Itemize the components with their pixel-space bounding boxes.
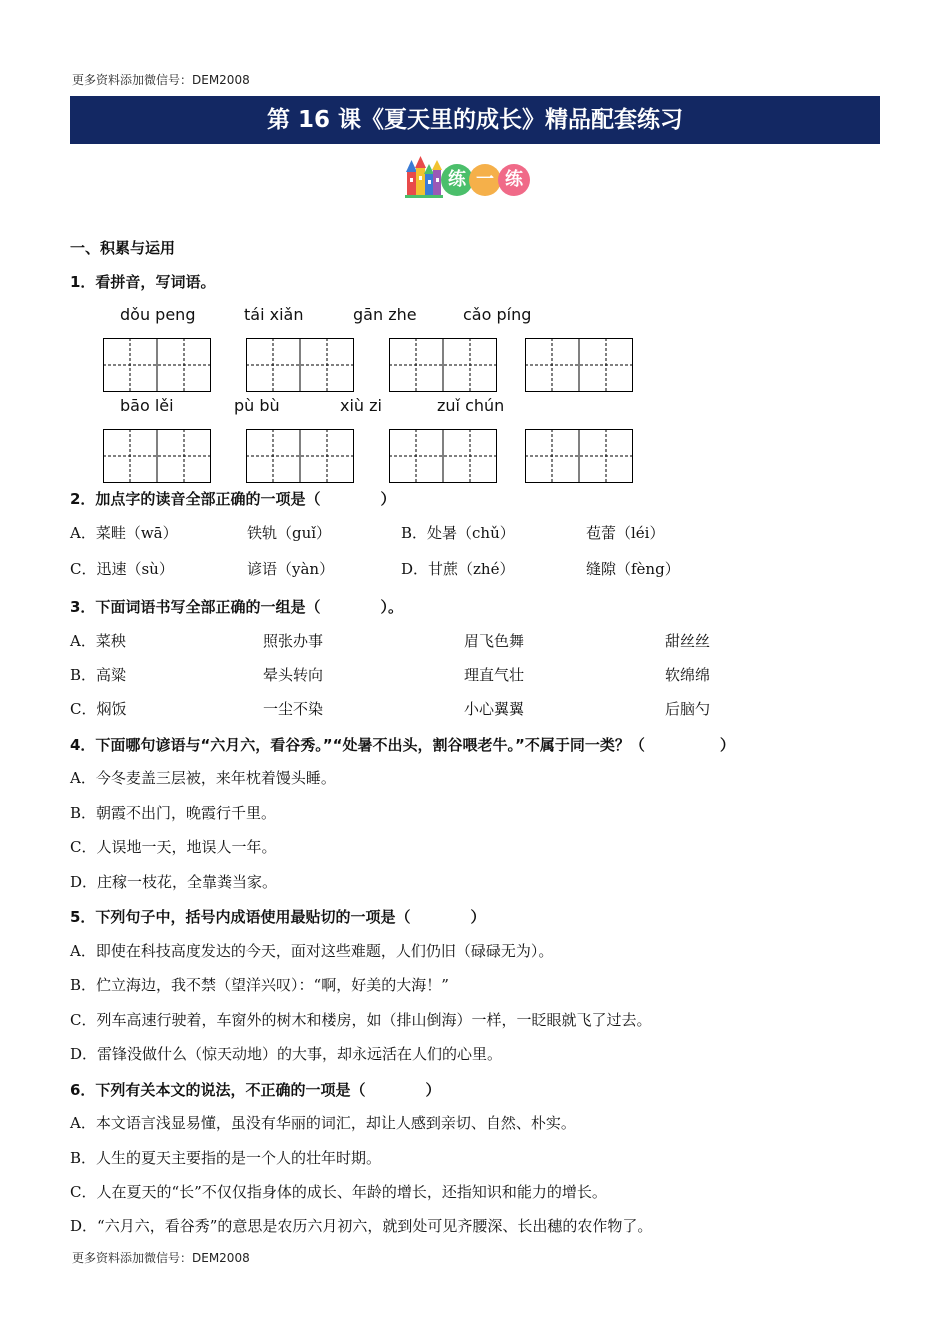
q2-option[interactable]: A．菜畦（wā）: [70, 524, 178, 542]
section-heading: 一、积累与运用: [70, 239, 176, 257]
practice-badge: [403, 154, 535, 200]
page-title: 第 16 课《夏天里的成长》精品配套练习: [266, 107, 684, 133]
writing-grid[interactable]: [103, 429, 211, 483]
q5-option-d[interactable]: D．雷锋没做什么（惊天动地）的大事，却永远活在人们的心里。: [70, 1045, 503, 1063]
q5-option-b[interactable]: B．伫立海边，我不禁（望洋兴叹）：“啊，好美的大海！”: [70, 976, 449, 994]
q5-stem: 5．下列句子中，括号内成语使用最贴切的一项是（ ）: [70, 908, 486, 926]
badge-char-1: 练: [441, 164, 473, 196]
q6-option-d[interactable]: D．“六月六，看谷秀”的意思是农历六月初六，就到处可见齐腰深、长出穗的农作物了。: [70, 1217, 653, 1235]
writing-grid[interactable]: [525, 338, 633, 392]
q3-option-word: 软绵绵: [665, 666, 711, 684]
pinyin-1: dǒu peng: [120, 305, 196, 324]
q3-option-word: 眉飞色舞: [464, 632, 525, 650]
pinyin-3: gān zhe: [353, 305, 417, 324]
q3-option[interactable]: A．菜秧: [70, 632, 126, 650]
q3-option-word: 甜丝丝: [665, 632, 711, 650]
q2-option-word: 苞蕾（léi）: [586, 524, 665, 542]
q3-stem: 3．下面词语书写全部正确的一组是（ ）。: [70, 598, 403, 616]
q6-stem: 6．下列有关本文的说法，不正确的一项是（ ）: [70, 1081, 441, 1099]
q5-option-a[interactable]: A．即使在科技高度发达的今天，面对这些难题，人们仍旧（碌碌无为）。: [70, 942, 554, 960]
writing-grid[interactable]: [103, 338, 211, 392]
pinyin-7: xiù zi: [340, 396, 382, 415]
footer-note: 更多资料添加微信号：DEM2008: [72, 1251, 250, 1265]
pinyin-6: pù bù: [234, 396, 280, 415]
q3-option-word: 一尘不染: [263, 700, 324, 718]
writing-grid[interactable]: [389, 429, 497, 483]
pinyin-5: bāo lěi: [120, 396, 174, 415]
q4-option-a[interactable]: A．今冬麦盖三层被，来年枕着馒头睡。: [70, 769, 336, 787]
q6-option-a[interactable]: A．本文语言浅显易懂，虽没有华丽的词汇，却让人感到亲切、自然、朴实。: [70, 1114, 576, 1132]
header-note: 更多资料添加微信号：DEM2008: [72, 73, 250, 87]
q3-option-word: 照张办事: [263, 632, 324, 650]
writing-grid[interactable]: [389, 338, 497, 392]
q3-option-word: 理直气壮: [464, 666, 525, 684]
pinyin-2: tái xiǎn: [244, 305, 304, 324]
q3-option-word: 后脑勺: [665, 700, 711, 718]
q3-option[interactable]: C．焖饭: [70, 700, 127, 718]
q2-stem: 2．加点字的读音全部正确的一项是（ ）: [70, 490, 396, 508]
pinyin-4: cǎo píng: [463, 305, 532, 324]
q3-option[interactable]: B．高粱: [70, 666, 127, 684]
q2-option-word: 缝隙（fèng）: [586, 560, 680, 578]
badge-char-3: 练: [498, 164, 530, 196]
q4-option-d[interactable]: D．庄稼一枝花，全靠粪当家。: [70, 873, 278, 891]
q2-option-word: 铁轨（guǐ）: [247, 524, 332, 542]
q6-option-c[interactable]: C．人在夏天的“长”不仅仅指身体的成长、年龄的增长，还指知识和能力的增长。: [70, 1183, 607, 1201]
writing-grid[interactable]: [525, 429, 633, 483]
badge-char-2: 一: [469, 164, 501, 196]
q5-option-c[interactable]: C．列车高速行驶着，车窗外的树木和楼房，如（排山倒海）一样，一眨眼就飞了过去。: [70, 1011, 652, 1029]
q3-option-word: 小心翼翼: [464, 700, 525, 718]
q3-option-word: 晕头转向: [263, 666, 324, 684]
q4-option-b[interactable]: B．朝霞不出门，晚霞行千里。: [70, 804, 277, 822]
pinyin-8: zuǐ chún: [437, 396, 505, 415]
q1-stem: 1．看拼音，写词语。: [70, 273, 216, 291]
q2-option-word: 谚语（yàn）: [247, 560, 335, 578]
q6-option-b[interactable]: B．人生的夏天主要指的是一个人的壮年时期。: [70, 1149, 382, 1167]
q2-option[interactable]: D．甘蔗（zhé）: [401, 560, 515, 578]
q2-option[interactable]: C．迅速（sù）: [70, 560, 174, 578]
q4-stem: 4．下面哪句谚语与“六月六，看谷秀。”“处暑不出头，割谷喂老牛。”不属于同一类？（ ）: [70, 736, 735, 754]
writing-grid[interactable]: [246, 338, 354, 392]
writing-grid[interactable]: [246, 429, 354, 483]
q2-option[interactable]: B．处暑（chǔ）: [401, 524, 515, 542]
q4-option-c[interactable]: C．人误地一天，地误人一年。: [70, 838, 277, 856]
title-banner: [70, 96, 880, 144]
